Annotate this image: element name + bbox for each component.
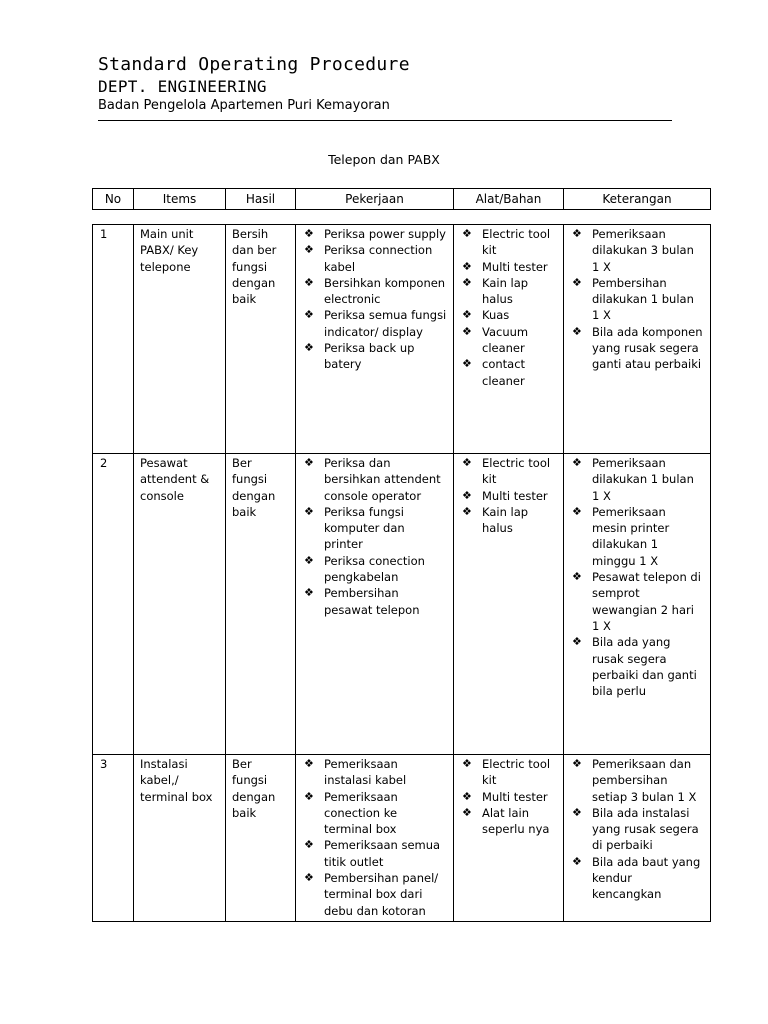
diamond-bullet-icon: ❖ [304, 227, 314, 240]
header-items: Items [134, 189, 226, 210]
organization-name: Badan Pengelola Apartemen Puri Kemayoran [98, 98, 390, 113]
bullet-list [302, 756, 447, 919]
list-item-text: Multi tester [482, 488, 548, 503]
list-item [460, 324, 557, 357]
list-item [460, 455, 557, 488]
list-item [570, 634, 704, 699]
list-item [302, 226, 447, 242]
list-item [302, 242, 447, 275]
list-item [302, 837, 447, 870]
list-item-text: Multi tester [482, 259, 548, 274]
list-item [570, 324, 704, 373]
list-item-text: Electric tool kit [482, 456, 551, 487]
table-row [93, 454, 711, 755]
list-item [460, 275, 557, 308]
cell-item: Instalasi kabel,/ terminal box [134, 755, 226, 922]
diamond-bullet-icon: ❖ [462, 227, 472, 240]
bullet-list [570, 226, 704, 373]
diamond-bullet-icon: ❖ [572, 275, 582, 289]
diamond-bullet-icon: ❖ [304, 789, 314, 803]
list-item-text: Periksa fungsi komputer dan printer [324, 504, 405, 552]
cell-item: Main unit PABX/ Key telepone [134, 225, 226, 454]
list-item [570, 569, 704, 634]
list-item-text: Bersihkan komponen electronic [324, 275, 446, 307]
diamond-bullet-icon: ❖ [462, 259, 472, 273]
list-item [302, 789, 447, 838]
cell-pekerjaan [296, 454, 454, 755]
diamond-bullet-icon: ❖ [572, 227, 582, 240]
list-item-text: Alat lain seperlu nya [482, 805, 550, 837]
diamond-bullet-icon: ❖ [462, 275, 472, 289]
diamond-bullet-icon: ❖ [304, 341, 314, 355]
diamond-bullet-icon: ❖ [462, 324, 472, 338]
header-no: No [93, 189, 134, 210]
list-item-text: Pemeriksaan instalasi kabel [324, 757, 407, 788]
bullet-list [570, 455, 704, 699]
list-item [570, 275, 704, 324]
cell-keterangan [564, 755, 711, 922]
cell-no: 3 [93, 755, 134, 922]
diamond-bullet-icon: ❖ [304, 871, 314, 885]
list-item-text: Periksa back up batery [324, 341, 415, 372]
cell-alat-bahan [454, 755, 564, 922]
header-alat-bahan: Alat/Bahan [454, 189, 564, 210]
list-item [570, 805, 704, 854]
cell-keterangan [564, 225, 711, 454]
header-keterangan: Keterangan [564, 189, 711, 210]
cell-hasil: Ber fungsi dengan baik [226, 755, 296, 922]
diamond-bullet-icon: ❖ [462, 308, 472, 322]
list-item-text: Kuas [482, 308, 510, 323]
cell-no: 1 [93, 225, 134, 454]
list-item [570, 455, 704, 504]
list-item-text: Periksa conection pengkabelan [324, 553, 425, 585]
bullet-list [460, 226, 557, 389]
list-item-text: Pemeriksaan conection ke terminal box [324, 789, 398, 837]
diamond-bullet-icon: ❖ [304, 275, 314, 289]
diamond-bullet-icon: ❖ [462, 805, 472, 819]
list-item [302, 870, 447, 919]
list-item-text: Pembersihan panel/ terminal box dari debu dan kotoran [324, 871, 439, 918]
cell-alat-bahan [454, 454, 564, 755]
procedure-table [92, 224, 711, 922]
document-title: Telepon dan PABX [328, 152, 440, 167]
list-item [460, 504, 557, 537]
list-item [302, 553, 447, 586]
list-item-text: Pemeriksaan dilakukan 3 bulan 1 X [592, 227, 694, 274]
list-item-text: Pemeriksaan semua titik outlet [324, 838, 441, 869]
header-row [93, 189, 711, 210]
diamond-bullet-icon: ❖ [462, 357, 472, 371]
cell-alat-bahan [454, 225, 564, 454]
diamond-bullet-icon: ❖ [304, 456, 314, 469]
header-pekerjaan: Pekerjaan [296, 189, 454, 210]
list-item [302, 455, 447, 504]
diamond-bullet-icon: ❖ [304, 586, 314, 600]
list-item-text: Vacuum cleaner [482, 324, 529, 356]
diamond-bullet-icon: ❖ [572, 504, 582, 518]
list-item [460, 226, 557, 259]
diamond-bullet-icon: ❖ [304, 243, 314, 257]
diamond-bullet-icon: ❖ [572, 570, 582, 584]
cell-item: Pesawat attendent & console [134, 454, 226, 755]
list-item [460, 488, 557, 504]
list-item [570, 854, 704, 903]
list-item [460, 259, 557, 275]
list-item-text: Bila ada instalasi yang rusak segera di perbaiki [592, 805, 699, 853]
diamond-bullet-icon: ❖ [304, 504, 314, 518]
diamond-bullet-icon: ❖ [572, 324, 582, 338]
diamond-bullet-icon: ❖ [462, 456, 472, 469]
diamond-bullet-icon: ❖ [304, 308, 314, 322]
list-item [460, 356, 557, 389]
list-item-text: Electric tool kit [482, 757, 551, 788]
diamond-bullet-icon: ❖ [572, 456, 582, 469]
list-item-text: Periksa connection kabel [324, 243, 433, 274]
diamond-bullet-icon: ❖ [572, 854, 582, 868]
list-item-text: Kain lap halus [482, 275, 529, 307]
cell-pekerjaan [296, 225, 454, 454]
bullet-list [570, 756, 704, 903]
list-item [302, 756, 447, 789]
department-label: DEPT. ENGINEERING [98, 77, 267, 96]
list-item-text: Pemeriksaan dan pembersihan setiap 3 bulan 1 X [592, 757, 697, 804]
list-item-text: Periksa dan bersihkan attendent console operator [324, 456, 441, 503]
list-item-text: Pemeriksaan dilakukan 1 bulan 1 X [592, 456, 694, 503]
procedure-rows [93, 225, 711, 922]
list-item-text: Pemeriksaan mesin printer dilakukan 1 minggu 1 X [592, 504, 670, 568]
header-hasil: Hasil [226, 189, 296, 210]
diamond-bullet-icon: ❖ [462, 488, 472, 502]
list-item-text: contact cleaner [482, 357, 526, 388]
cell-no: 2 [93, 454, 134, 755]
list-item-text: Multi tester [482, 789, 548, 804]
list-item-text: Periksa power supply [324, 227, 446, 241]
bullet-list [460, 455, 557, 536]
list-item-text: Bila ada yang rusak segera perbaiki dan ganti bila perlu [592, 635, 697, 699]
list-item [460, 789, 557, 805]
bullet-list [460, 756, 557, 837]
list-item [302, 307, 447, 340]
diamond-bullet-icon: ❖ [462, 789, 472, 803]
list-item-text: Bila ada komponen yang rusak segera ganti atau perbaiki [592, 324, 703, 372]
cell-keterangan [564, 454, 711, 755]
list-item [460, 805, 557, 838]
diamond-bullet-icon: ❖ [304, 553, 314, 567]
sop-title: Standard Operating Procedure [98, 54, 410, 75]
list-item-text: Bila ada baut yang kendur kencangkan [592, 854, 701, 902]
list-item [460, 307, 557, 323]
table-row [93, 225, 711, 454]
bullet-list [302, 226, 447, 373]
list-item [570, 504, 704, 569]
list-item-text: Periksa semua fungsi indicator/ display [324, 308, 447, 339]
diamond-bullet-icon: ❖ [572, 757, 582, 770]
diamond-bullet-icon: ❖ [572, 635, 582, 649]
list-item [570, 226, 704, 275]
list-item [302, 340, 447, 373]
list-item-text: Pembersihan dilakukan 1 bulan 1 X [592, 275, 694, 323]
list-item [302, 585, 447, 618]
list-item-text: Kain lap halus [482, 504, 529, 536]
diamond-bullet-icon: ❖ [572, 805, 582, 819]
diamond-bullet-icon: ❖ [462, 504, 472, 518]
list-item [460, 756, 557, 789]
diamond-bullet-icon: ❖ [304, 838, 314, 852]
list-item [570, 756, 704, 805]
list-item-text: Electric tool kit [482, 227, 551, 258]
table-row [93, 755, 711, 922]
list-item [302, 504, 447, 553]
cell-hasil: Bersih dan ber fungsi dengan baik [226, 225, 296, 454]
bullet-list [302, 455, 447, 618]
diamond-bullet-icon: ❖ [462, 757, 472, 770]
list-item-text: Pesawat telepon di semprot wewangian 2 hari 1 X [592, 570, 701, 633]
list-item-text: Pembersihan pesawat telepon [324, 586, 420, 617]
cell-pekerjaan [296, 755, 454, 922]
header-divider [98, 120, 672, 121]
list-item [302, 275, 447, 308]
diamond-bullet-icon: ❖ [304, 757, 314, 770]
cell-hasil: Ber fungsi dengan baik [226, 454, 296, 755]
column-header-table [92, 188, 711, 210]
